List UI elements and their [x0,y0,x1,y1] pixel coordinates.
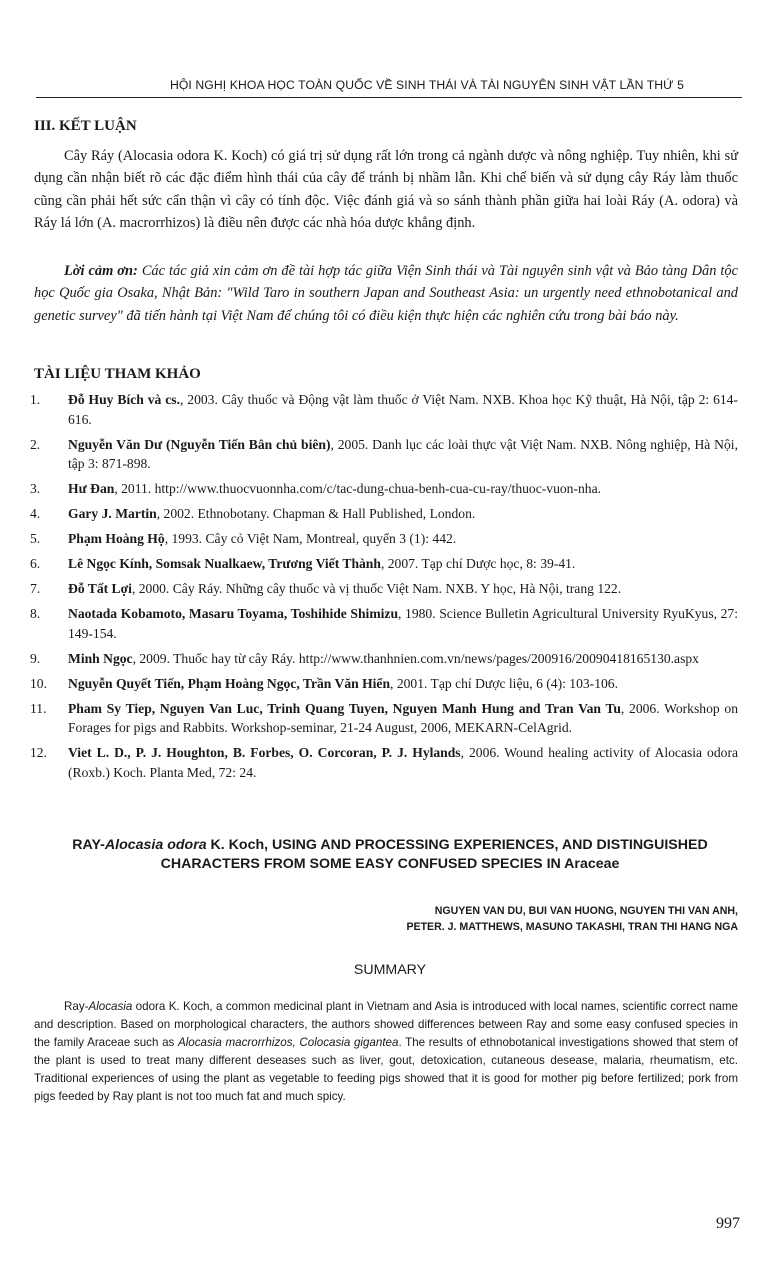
reference-number: 2. [30,436,41,452]
english-title-rest: K. Koch, USING AND PROCESSING EXPERIENCES, AND DISTINGUISHED CHARACTERS FROM SOME EASY CONFUSED SPECIES IN Araceae [160,837,708,872]
summary-heading: SUMMARY [353,962,427,978]
reference-number: 12. [30,745,47,761]
reference-number: 7. [30,581,41,597]
reference-text: , 2000. Cây Ráy. Những cây thuốc và vị thuốc Việt Nam. NXB. Y học, Hà Nội, trang 122. [131,581,622,597]
reference-item [30,649,738,669]
reference-number: 8. [30,606,41,622]
reference-number: 6. [30,556,41,572]
reference-text: , 2007. Tạp chí Dược học, 8: 39-41. [380,556,576,572]
reference-text: , 2005. Danh lục các loài thực vật Việt Nam. NXB. Nông nghiệp, Hà Nội, tập 3: 871-898. [68,436,738,472]
summary-scientific-name-1: Alocasia [88,1000,133,1013]
reference-text: , 2001. Tạp chí Dược liệu, 6 (4): 103-106. [390,675,619,691]
reference-text: , 1993. Cây cỏ Việt Nam, Montreal, quyển 3 (1): 442. [164,531,457,547]
running-header: HỘI NGHỊ KHOA HỌC TOÀN QUỐC VỀ SINH THÁI VÀ TÀI NGUYÊN SINH VẬT LẦN THỨ 5 [169,78,685,92]
reference-authors: Lê Ngọc Kính, Somsak Nualkaew, Trương Viết Thành [68,556,381,572]
reference-text: , 2011. http://www.thuocvuonnha.com/c/tac-dung-chua-benh-cua-cu-ray/thuoc-vuon-nha. [114,481,602,497]
reference-number: 9. [30,650,41,666]
conclusion-paragraph: Cây Ráy (Alocasia odora K. Koch) có giá trị sử dụng rất lớn trong cả ngành dược và nông nghiệp. Tuy nhiên, khi sử dụng cần nhận biết rõ các đặc điểm hình thái của cây để tránh bị nhầm lẫn. Khi chế biến và sử dụng cây Ráy làm thuốc cũng cần phải hết sức cẩn thận vì cây có tính độc. Việc đánh giá và so sánh thành phần giữa hai loài Ráy (A. odora) và Ráy lá lớn (A. macrorrhizos) là điều nên được các nhà hóa dược khẳng định. [34,148,738,231]
reference-number: 10. [30,675,47,691]
reference-authors: Đỗ Tất Lợi [68,581,132,597]
reference-item [30,390,738,429]
reference-text: , 1980. Science Bulletin Agricultural University RyuKyus, 27: 149-154. [68,606,738,641]
reference-text: , 2009. Thuốc hay từ cây Ráy. http://www.thanhnien.com.vn/news/pages/200916/20090418165130.aspx [132,650,699,666]
acknowledgement-paragraph [34,260,738,327]
reference-authors: Hư Đan [68,481,115,497]
summary-text-1: Ray- [64,1000,89,1013]
page-number: 997 [716,1215,740,1232]
reference-text: , 2002. Ethnobotany. Chapman & Hall Published, London. [156,506,476,522]
reference-number: 5. [30,531,41,547]
reference-authors: Naotada Kobamoto, Masaru Toyama, Toshihide Shimizu [68,606,399,622]
reference-authors: Phạm Hoàng Hộ [68,531,165,547]
reference-item [30,699,738,738]
reference-authors: Pham Sy Tiep, Nguyen Van Luc, Trinh Quang Tuyen, Nguyen Manh Hung and Tran Van Tu [68,700,621,716]
reference-list [30,390,738,788]
reference-authors: Minh Ngọc [68,650,133,666]
english-authors-line-1: NGUYEN VAN DU, BUI VAN HUONG, NGUYEN THI VAN ANH, [434,905,738,917]
reference-number: 1. [30,392,41,407]
reference-number: 4. [30,506,41,522]
reference-item [30,674,738,694]
reference-item [30,604,738,643]
english-title-prefix: RAY- [72,837,105,853]
english-title-scientific-name: Alocasia odora [104,837,207,853]
reference-text: , 2003. Cây thuốc và Động vật làm thuốc ở Việt Nam. NXB. Khoa học Kỹ thuật, Hà Nội, tập 2: 614-616. [68,392,738,427]
references-heading: TÀI LIỆU THAM KHẢO [34,366,201,382]
reference-authors: Nguyễn Quyết Tiến, Phạm Hoàng Ngọc, Trần Văn Hiển [68,675,391,691]
reference-number: 3. [30,481,41,497]
reference-authors: Đỗ Huy Bích và cs. [68,392,180,407]
summary-text-2: odora K. Koch, a common medicinal plant in Vietnam and Asia is introduced with local names, scientific correct name and description. Based on morphological characters, the authors showed differences between Ray and some easy confused species in the family Araceae such as [34,1000,738,1050]
summary-paragraph [34,998,738,1107]
acknowledgement-body: Các tác giả xin cảm ơn đề tài hợp tác giữa Viện Sinh thái và Tài nguyên sinh vật và Bảo tàng Dân tộc học Quốc gia Osaka, Nhật Bản: "Wild Taro in southern Japan and Southeast Asia: un urgently need ethnobotanical and genetic survey" đã tiến hành tại Việt Nam để chúng tôi có điều kiện thực hiện các nghiên cứu trong bài báo này. [34,263,738,324]
reference-item [30,529,738,549]
reference-authors: Nguyễn Văn Dư (Nguyễn Tiến Bân chủ biên) [68,436,331,452]
reference-number: 11. [30,700,47,716]
reference-item [30,743,738,782]
reference-item [30,479,738,499]
reference-item [30,579,738,599]
reference-authors: Gary J. Martin [68,506,157,522]
english-authors-line-2: PETER. J. MATTHEWS, MASUNO TAKASHI, TRAN THI HANG NGA [406,920,738,933]
reference-authors: Viet L. D., P. J. Houghton, B. Forbes, O. Corcoran, P. J. Hylands [68,745,461,761]
summary-text-3: . The results of ethnobotanical investigations showed that stem of the plant is used to treat many different deseases such as liver, gout, detoxication, cutaneous desease, malaria, rheumatism, etc. Traditional experiences of using the plant as vegetable to feeding pigs showed that it is good for mother pig before fertilized; pork from pigs feeded by Ray plant is not too much fat and much spicy. [34,1036,738,1104]
header-rule [36,97,742,98]
english-authors [300,904,738,935]
reference-item [30,554,738,574]
conclusion-heading: III. KẾT LUẬN [34,118,137,134]
reference-item [30,504,738,524]
reference-text: , 2006. Wound healing activity of Alocasia odora (Roxb.) Koch. Planta Med, 72: 24. [68,745,739,780]
reference-text: , 2006. Workshop on Forages for pigs and Rabbits. Workshop-seminar, 21-24 August, 2006, MEKARN-CelAgrid. [68,700,739,736]
english-title [34,836,746,874]
acknowledgement-lead: Lời cảm ơn: [64,263,138,279]
summary-scientific-name-2: Alocasia macrorrhizos, Colocasia gigantea [178,1036,399,1050]
reference-item [30,435,738,474]
